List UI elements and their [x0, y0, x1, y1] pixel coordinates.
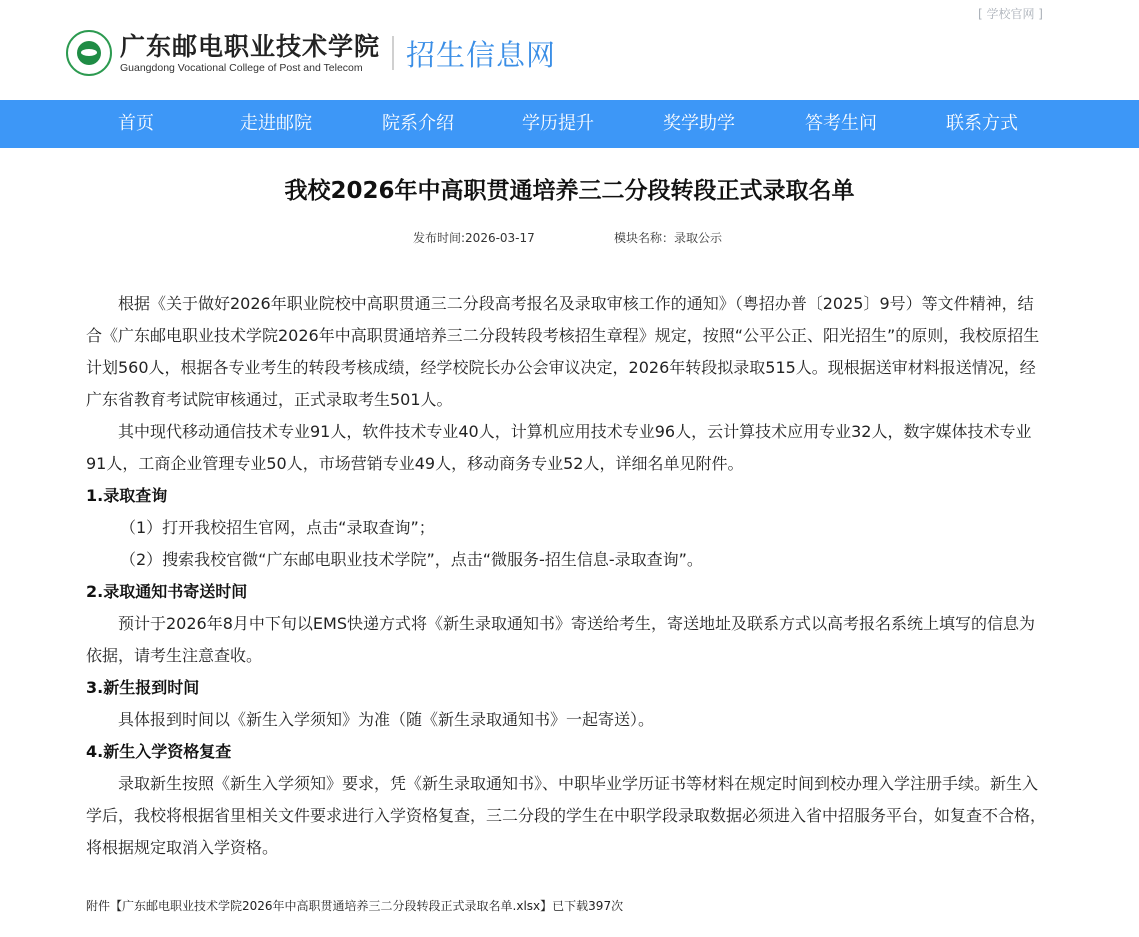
download-count: 已下载397次	[552, 899, 624, 913]
publish-date: 2026-03-17	[465, 231, 535, 245]
publish-info	[413, 229, 535, 246]
nav-item-scholarships[interactable]: 奖学助学	[663, 113, 735, 134]
article-title: 我校2026年中高职贯通培养三二分段转段正式录取名单	[284, 178, 855, 204]
main-nav	[0, 100, 1139, 148]
registration-text: 具体报到时间以《新生入学须知》为准（随《新生录取通知书》一起寄送）。	[118, 710, 655, 729]
attachment-prefix: 附件	[86, 899, 111, 913]
publish-label: 发布时间:	[413, 231, 466, 245]
module-info	[614, 229, 722, 246]
attachment-line	[86, 897, 623, 914]
section-heading-query: 1.录取查询	[86, 486, 168, 505]
qualification-review-text: 录取新生按照《新生入学须知》要求，凭《新生录取通知书》、中职毕业学历证书等材料在规定时间到校办理入学注册手续。新生入学后，我校将根据省里相关文件要求进行入学资格复查，三二分段的学生在中职学段录取数据必须进入省中招服务平台，如复查不合格，将根据规定取消入学资格。	[86, 774, 1047, 857]
module-name: 录取公示	[674, 231, 723, 245]
query-step-1: （1）打开我校招生官网，点击“录取查询”；	[120, 518, 435, 537]
nav-item-contact[interactable]: 联系方式	[946, 113, 1018, 134]
logo-text	[120, 32, 380, 74]
intro-paragraph: 根据《关于做好2026年职业院校中高职贯通三二分段高考报名及录取审核工作的通知》（粤招办普〔2025〕9号）等文件精神，结合《广东邮电职业技术学院2026年中高职贯通培养三二分段转段考核招生章程》规定，按照“公平公正、阳光招生”的原则，我校原招生计划560人，根据各专业考生的转段考核成绩，经学校院长办公会审议决定，2026年转段拟录取515人。现根据送审材料报送情况，经广东省教育考试院审核通过，正式录取考生501人。	[86, 294, 1040, 409]
section-heading-registration: 3.新生报到时间	[86, 678, 200, 697]
site-name: 招生信息网	[406, 37, 557, 72]
attachment-file-link[interactable]: 【广东邮电职业技术学院2026年中高职贯通培养三二分段转段正式录取名单.xlsx】	[110, 899, 553, 913]
site-header	[66, 28, 556, 78]
college-logo-icon[interactable]	[66, 30, 112, 76]
logo-chinese-name: 广东邮电职业技术学院	[120, 32, 381, 61]
nav-item-home[interactable]: 首页	[118, 113, 154, 134]
nav-item-degree-upgrade[interactable]: 学历提升	[522, 113, 594, 134]
module-label: 模块名称：	[614, 231, 675, 245]
section-heading-qualification-review: 4.新生入学资格复查	[86, 742, 232, 761]
nav-item-about[interactable]: 走进邮院	[240, 113, 312, 134]
section-heading-notice-delivery: 2.录取通知书寄送时间	[86, 582, 248, 601]
school-website-link[interactable]: [ 学校官网 ]	[978, 7, 1043, 21]
nav-item-faq[interactable]: 答考生问	[805, 113, 877, 134]
article-body	[86, 288, 1048, 864]
logo-divider	[392, 36, 394, 70]
query-step-2: （2）搜索我校官微“广东邮电职业技术学院”，点击“微服务-招生信息-录取查询”。	[120, 550, 703, 569]
logo-english-name: Guangdong Vocational College of Post and Telecom	[120, 62, 363, 74]
notice-delivery-text: 预计于2026年8月中下旬以EMS快递方式将《新生录取通知书》寄送给考生，寄送地址及联系方式以高考报名系统上填写的信息为依据，请考生注意查收。	[86, 614, 1035, 665]
nav-item-departments[interactable]: 院系介绍	[382, 113, 454, 134]
majors-paragraph: 其中现代移动通信技术专业91人，软件技术专业40人，计算机应用技术专业96人，云计算技术应用专业32人，数字媒体技术专业91人，工商企业管理专业50人，市场营销专业49人，移动商务专业52人，详细名单见附件。	[86, 422, 1032, 473]
